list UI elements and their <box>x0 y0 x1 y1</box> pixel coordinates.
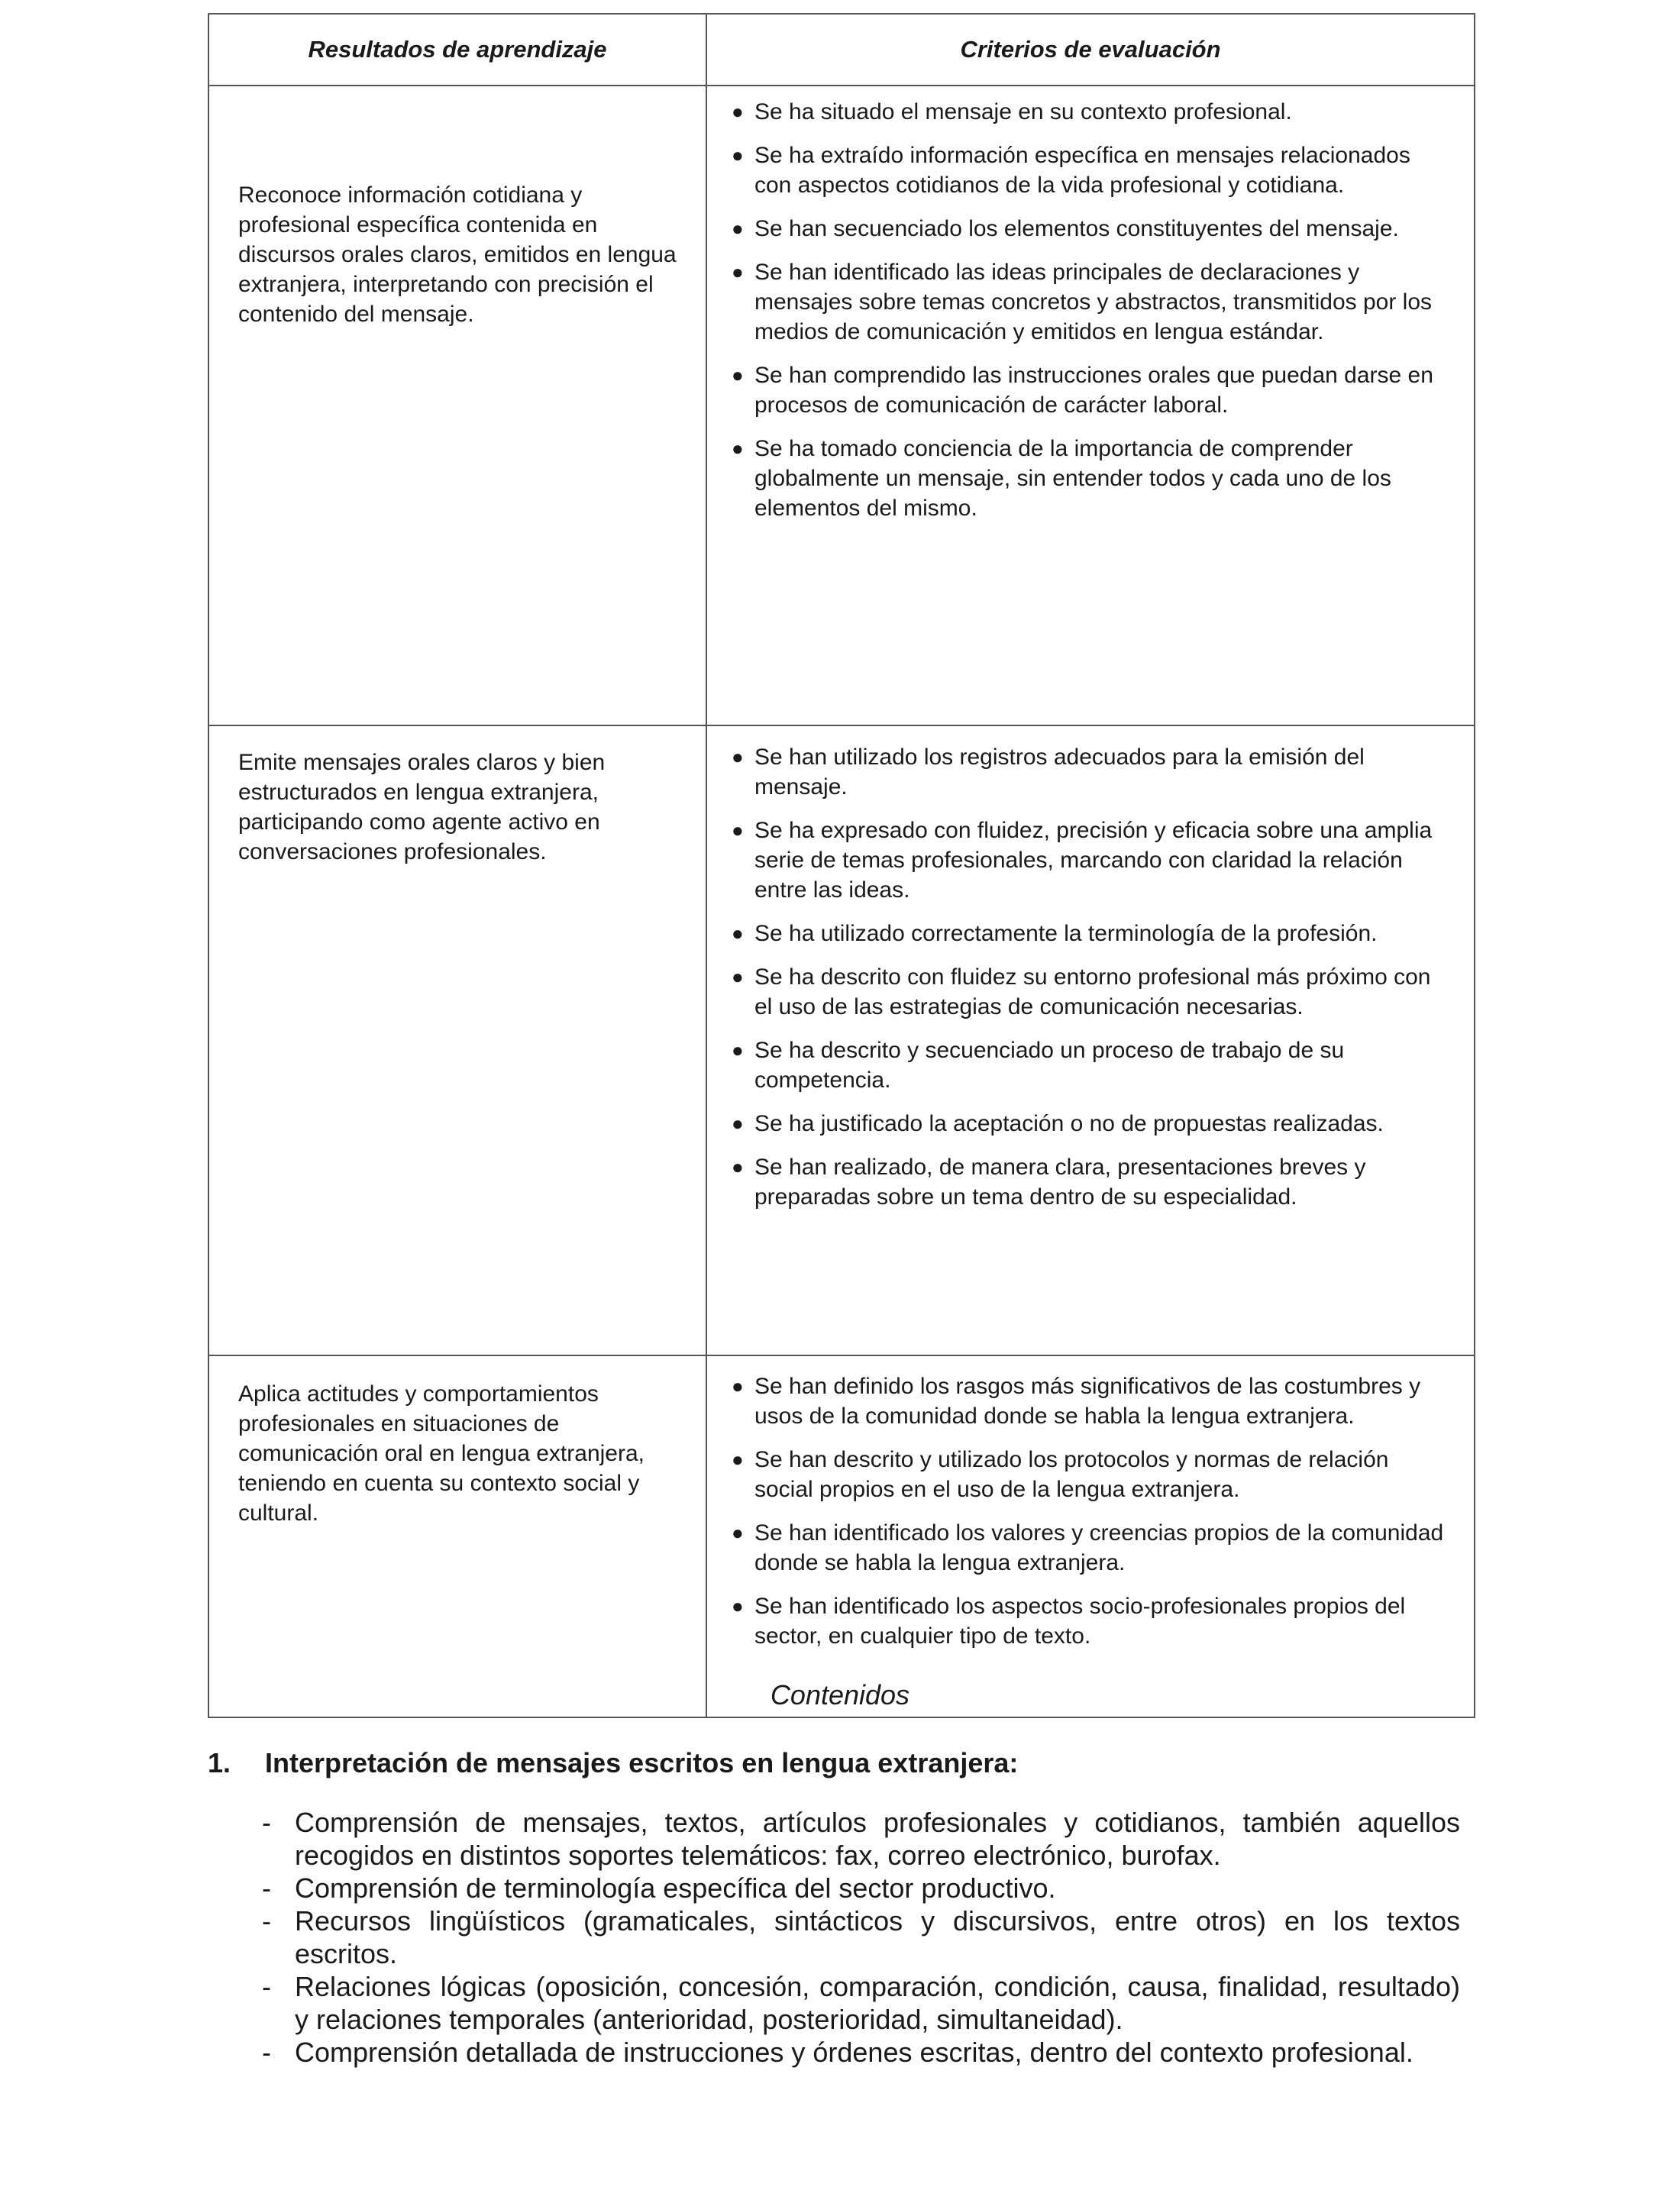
learning-result-text: Emite mensajes orales claros y bien estructurados en lengua extranjera, participando como agente activo en conversaciones profesionales. <box>238 750 606 864</box>
learning-result-cell <box>208 1355 706 1717</box>
criteria-list <box>730 1371 1451 1651</box>
criterion-item <box>730 919 1451 948</box>
criterion-text: Se han secuenciado los elementos constituyentes del mensaje. <box>754 216 1399 241</box>
criterion-item <box>730 1591 1451 1651</box>
criterion-item <box>730 97 1451 127</box>
criterion-item <box>730 434 1451 523</box>
criterion-text: Se ha descrito con fluidez su entorno profesional más próximo con el uso de las estrategias de comunicación necesarias. <box>754 964 1431 1019</box>
criterion-item <box>730 1152 1451 1212</box>
bullet-icon: ● <box>732 1521 744 1544</box>
table-row <box>208 86 1475 725</box>
criterion-item <box>730 1518 1451 1578</box>
dash-icon: - <box>262 2037 271 2068</box>
criterion-text: Se han realizado, de manera clara, presentaciones breves y preparadas sobre un tema dentro de su especialidad. <box>754 1155 1366 1210</box>
bullet-icon: ● <box>732 260 744 283</box>
criterion-text: Se han utilizado los registros adecuados para la emisión del mensaje. <box>754 745 1365 800</box>
dash-icon: - <box>262 1872 271 1904</box>
table-row <box>208 725 1475 1355</box>
criterion-item <box>730 816 1451 905</box>
list-item-text: Comprensión detallada de instrucciones y órdenes escritas, dentro del contexto profesional. <box>295 2037 1413 2068</box>
criterion-text: Se han comprendido las instrucciones orales que puedan darse en procesos de comunicación de carácter laboral. <box>754 363 1433 418</box>
criterion-item <box>730 962 1451 1022</box>
bullet-icon: ● <box>732 1112 744 1135</box>
list-item <box>262 1970 1460 2036</box>
criterion-text: Se ha tomado conciencia de la importancia de comprender globalmente un mensaje, sin entender todos y cada uno de los elementos del mismo. <box>754 436 1391 521</box>
bullet-icon: ● <box>732 217 744 240</box>
criterion-item <box>730 1035 1451 1095</box>
table-row <box>208 1355 1475 1717</box>
list-item <box>262 1872 1460 1904</box>
learning-result-cell <box>208 725 706 1355</box>
criterion-item <box>730 257 1451 347</box>
list-item-text: Comprensión de terminología específica del sector productivo. <box>295 1872 1056 1904</box>
bullet-icon: ● <box>732 819 744 842</box>
list-item <box>262 1904 1460 1970</box>
bullet-icon: ● <box>732 1155 744 1178</box>
list-item-text: Recursos lingüísticos (gramaticales, sintácticos y discursivos, entre otros) en los textos escritos. <box>295 1905 1460 1969</box>
learning-result-text: Aplica actitudes y comportamientos profesionales en situaciones de comunicación oral en lengua extranjera, teniendo en cuenta su contexto social y cultural. <box>238 1381 645 1526</box>
bullet-icon: ● <box>732 363 744 386</box>
list-item <box>262 1806 1460 1872</box>
bullet-icon: ● <box>732 1448 744 1471</box>
bullet-icon: ● <box>732 965 744 988</box>
bullet-icon: ● <box>732 922 744 945</box>
learning-result-cell <box>208 86 706 725</box>
criterion-item <box>730 214 1451 244</box>
list-item-text: Relaciones lógicas (oposición, concesión, comparación, condición, causa, finalidad, resultado) y relaciones temporales (anterioridad, posterioridad, simultaneidad). <box>295 1971 1460 2035</box>
contents-section <box>208 1746 1460 2069</box>
criterion-text: Se ha descrito y secuenciado un proceso de trabajo de su competencia. <box>754 1038 1345 1093</box>
contents-title: Contenidos <box>770 1679 910 1711</box>
criterion-text: Se han identificado las ideas principales de declaraciones y mensajes sobre temas concretos y abstractos, transmitidos por los medios de comunicación y emitidos en lengua estándar. <box>754 260 1433 344</box>
learning-result-text: Reconoce información cotidiana y profesional específica contenida en discursos orales claros, emitidos en lengua extranjera, interpretando con precisión el contenido del mensaje. <box>238 183 677 327</box>
dash-icon: - <box>262 1905 271 1937</box>
criterion-text: Se han descrito y utilizado los protocolos y normas de relación social propios en el uso de la lengua extranjera. <box>754 1447 1389 1502</box>
bullet-icon: ● <box>732 1375 744 1397</box>
table-header-row <box>208 14 1475 86</box>
criterion-text: Se han definido los rasgos más significativos de las costumbres y usos de la comunidad donde se habla la lengua extranjera. <box>754 1374 1421 1429</box>
bullet-icon: ● <box>732 1039 744 1061</box>
dash-icon: - <box>262 1807 271 1838</box>
contents-list <box>208 1806 1460 2069</box>
bullet-icon: ● <box>732 1594 744 1617</box>
section-number: 1. <box>208 1747 231 1778</box>
criterion-text: Se ha expresado con fluidez, precisión y eficacia sobre una amplia serie de temas profesionales, marcando con claridad la relación entre las ideas. <box>754 818 1433 903</box>
criteria-cell <box>706 725 1475 1355</box>
list-item-text: Comprensión de mensajes, textos, artículos profesionales y cotidianos, también aquellos recogidos en distintos soportes telemáticos: fax, correo electrónico, burofax. <box>295 1807 1460 1871</box>
criterion-text: Se ha justificado la aceptación o no de propuestas realizadas. <box>754 1111 1384 1136</box>
bullet-icon: ● <box>732 437 744 460</box>
list-item <box>262 2036 1460 2069</box>
criterion-item <box>730 1445 1451 1504</box>
criterion-item <box>730 1109 1451 1139</box>
header-evaluation-criteria: Criterios de evaluación <box>706 14 1475 86</box>
criterion-item <box>730 742 1451 802</box>
section-title: Interpretación de mensajes escritos en lengua extranjera: <box>265 1747 1019 1778</box>
bullet-icon: ● <box>732 100 744 123</box>
criterion-text: Se han identificado los aspectos socio-profesionales propios del sector, en cualquier tipo de texto. <box>754 1594 1406 1649</box>
dash-icon: - <box>262 1971 271 2002</box>
section-heading <box>208 1746 1460 1780</box>
criterion-text: Se ha situado el mensaje en su contexto profesional. <box>754 99 1292 124</box>
criteria-cell <box>706 86 1475 725</box>
criterion-item <box>730 360 1451 420</box>
criterion-item <box>730 1371 1451 1431</box>
criterion-item <box>730 141 1451 200</box>
criteria-list <box>730 97 1451 523</box>
bullet-icon: ● <box>732 144 744 166</box>
header-learning-results: Resultados de aprendizaje <box>208 14 706 86</box>
criterion-text: Se ha extraído información específica en mensajes relacionados con aspectos cotidianos de la vida profesional y cotidiana. <box>754 143 1410 198</box>
bullet-icon: ● <box>732 745 744 768</box>
criteria-list <box>730 742 1451 1212</box>
criteria-table <box>208 13 1475 1718</box>
criterion-text: Se han identificado los valores y creencias propios de la comunidad donde se habla la lengua extranjera. <box>754 1520 1444 1575</box>
criteria-cell <box>706 1355 1475 1717</box>
criterion-text: Se ha utilizado correctamente la terminología de la profesión. <box>754 921 1378 946</box>
